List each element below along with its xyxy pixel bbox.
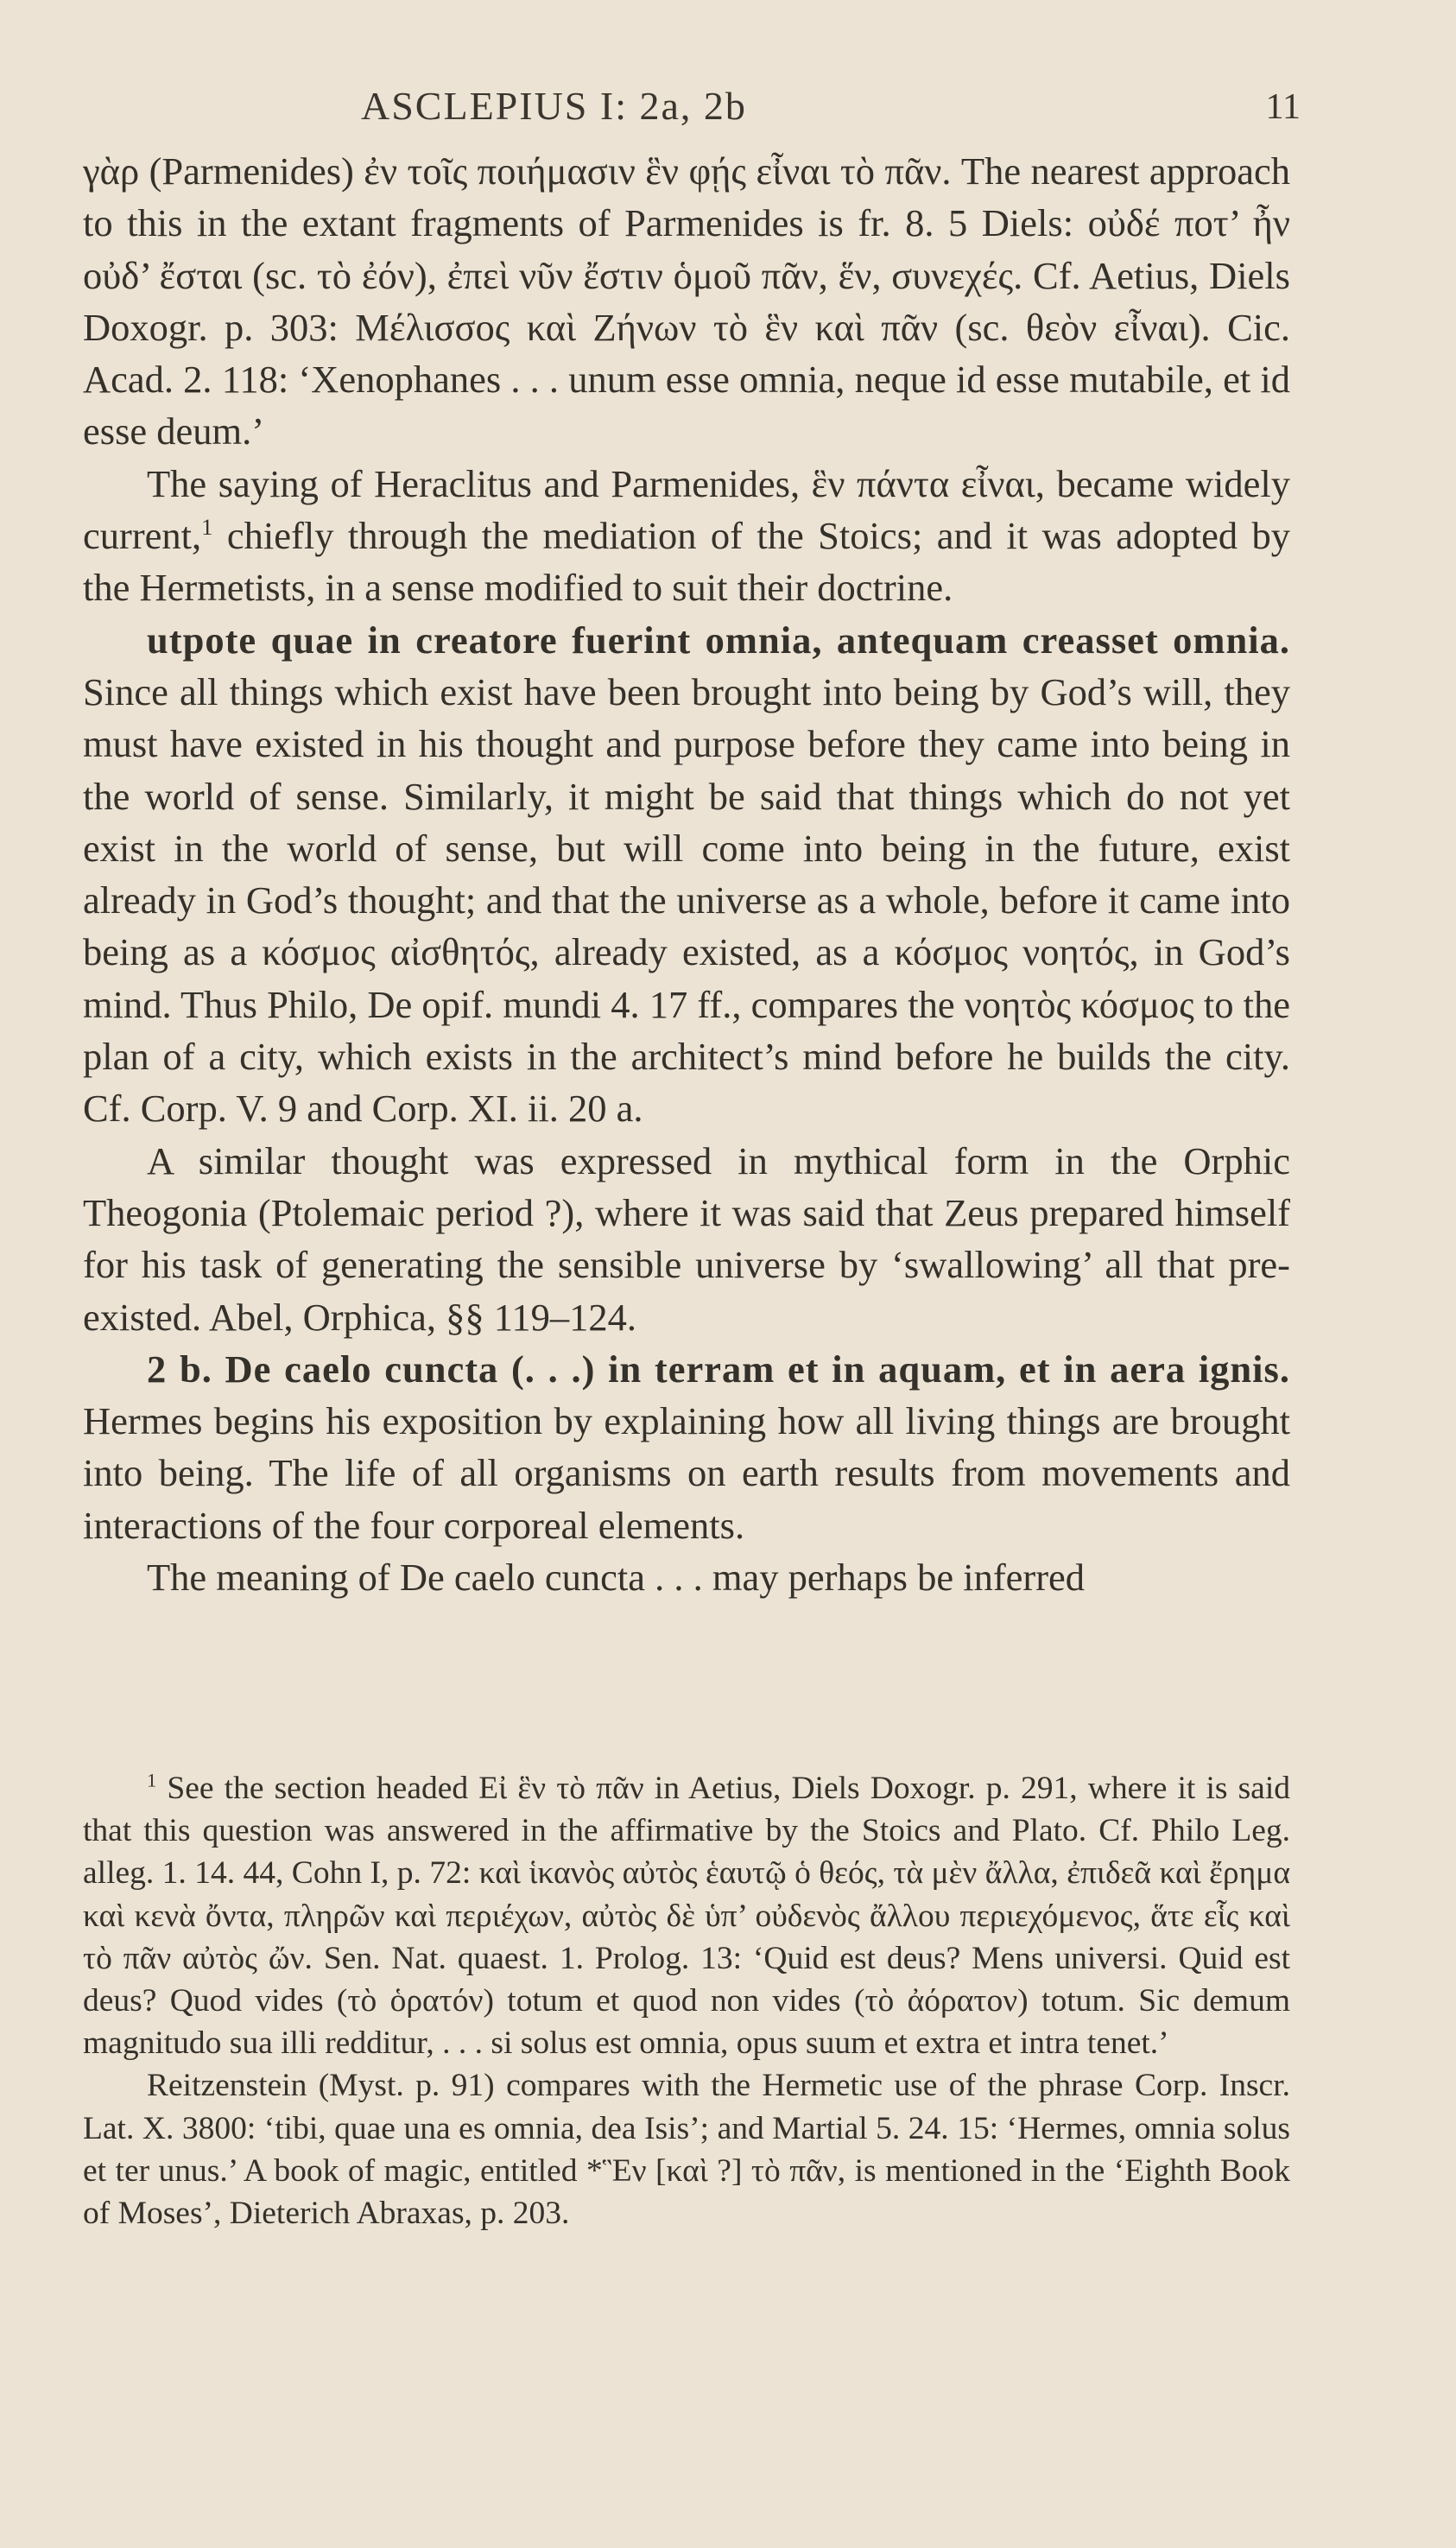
lemma-2b: 2 b. De caelo cuncta (. . .) in terram et in aquam, et in aera ignis. [147, 1347, 1290, 1391]
footnote-reference-1: 1 [201, 514, 213, 541]
paragraph-heraclitus [83, 458, 1290, 614]
main-text [83, 145, 1290, 1603]
footnotes [83, 1767, 1290, 2234]
paragraph-utpote [83, 614, 1290, 1135]
page-number: 11 [1265, 87, 1301, 127]
paragraph-parmenides: γὰρ (Parmenides) ἐν τοῖς ποιήμασιν ἓν φῄς εἶναι τὸ πᾶν. The nearest approach to this in the extant fragments of Parmenides is fr. 8. 5 Diels: οὐδέ ποτ’ ἦν οὐδ’ ἔσται (sc. τὸ ἐόν), ἐπεὶ νῦν ἔστιν ὁμοῦ πᾶν, ἕν, συνεχές. Cf. Aetius, Diels Doxogr. p. 303: Μέλισσος καὶ Ζήνων τὸ ἓν καὶ πᾶν (sc. θεὸν εἶναι). Cic. Acad. 2. 118: ‘Xenophanes . . . unum esse omnia, neque id esse mutabile, et id esse deum.’ [83, 149, 1290, 453]
paragraph-heraclitus-text: The saying of Heraclitus and Parmenides, ἓν πάντα εἶναι, became widely current, [83, 461, 1290, 558]
paragraph-de-caelo: The meaning of De caelo cuncta . . . may perhaps be inferred [147, 1556, 1086, 1600]
paragraph-2b [83, 1343, 1290, 1551]
footnote-1 [83, 1767, 1290, 2064]
paragraph-orphic: A similar thought was expressed in mythical form in the Orphic Theogonia (Ptolemaic period ?), where it was said that Zeus prepared himself for his task of generating the sensible universe by ‘swallowing’ all that pre-existed. Abel, Orphica, §§ 119–124. [83, 1138, 1290, 1339]
running-head: ASCLEPIUS I: 2a, 2b [361, 84, 747, 128]
lemma-utpote: utpote quae in creatore fuerint omnia, antequam creasset omnia. [147, 618, 1290, 662]
paragraph-2b-text: Hermes begins his exposition by explaining how all living things are brought into being. The life of all organisms on earth results from movements and interactions of the four corporeal elements. [83, 1399, 1290, 1547]
paragraph-heraclitus-text-cont: chiefly through the mediation of the Stoics; and it was adopted by the Hermetists, in a sense modified to suit their doctrine. [83, 514, 1290, 610]
paragraph-utpote-text: Since all things which exist have been brought into being by God’s will, they must have existed in his thought and purpose before they came into being in the world of sense. Similarly, it might be said that things which do not yet exist in the world of sense, but will come into being in the future, exist already in God’s thought; and that the universe as a whole, before it came into being as a κόσμος αἰσθητός, already existed, as a κόσμος νοητός, in God’s mind. Thus Philo, De opif. mundi 4. 17 ff., compares the νοητὸς κόσμος to the plan of a city, which exists in the architect’s mind before he builds the city. Cf. Corp. V. 9 and Corp. XI. ii. 20 a. [83, 669, 1290, 1131]
footnote-1-marker: 1 [147, 1769, 157, 1791]
footnote-1-continued: Reitzenstein (Myst. p. 91) compares with the Hermetic use of the phrase Corp. Inscr. Lat. X. 3800: ‘tibi, quae una es omnia, dea Isis’; and Martial 5. 24. 15: ‘Hermes, omnia solus et ter unus.’ A book of magic, entitled *Ἓν [καὶ ?] τὸ πᾶν, is mentioned in the ‘Eighth Book of Moses’, Dieterich Abraxas, p. 203. [83, 2068, 1290, 2232]
page-header [0, 83, 1456, 143]
footnote-1-text: See the section headed Εἰ ἓν τὸ πᾶν in Aetius, Diels Doxogr. p. 291, where it is said that this question was answered in the affirmative by the Stoics and Plato. Cf. Philo Leg. alleg. 1. 14. 44, Cohn I, p. 72: καὶ ἱκανὸς αὐτὸς ἑαυτῷ ὁ θεός, τὰ μὲν ἄλλα, ἐπιδεᾶ καὶ ἔρημα καὶ κενὰ ὄντα, πληρῶν καὶ περιέχων, αὐτὸς δὲ ὑπ’ οὐδενὸς ἄλλου περιεχόμενος, ἅτε εἷς καὶ τὸ πᾶν αὐτὸς ὤν. Sen. Nat. quaest. 1. Prolog. 13: ‘Quid est deus? Mens universi. Quid est deus? Quod vides (τὸ ὁρατόν) totum et quod non vides (τὸ ἀόρατον) totum. Sic demum magnitudo sua illi redditur, . . . si solus est omnia, opus suum et extra et intra tenet.’ [83, 1771, 1290, 2062]
